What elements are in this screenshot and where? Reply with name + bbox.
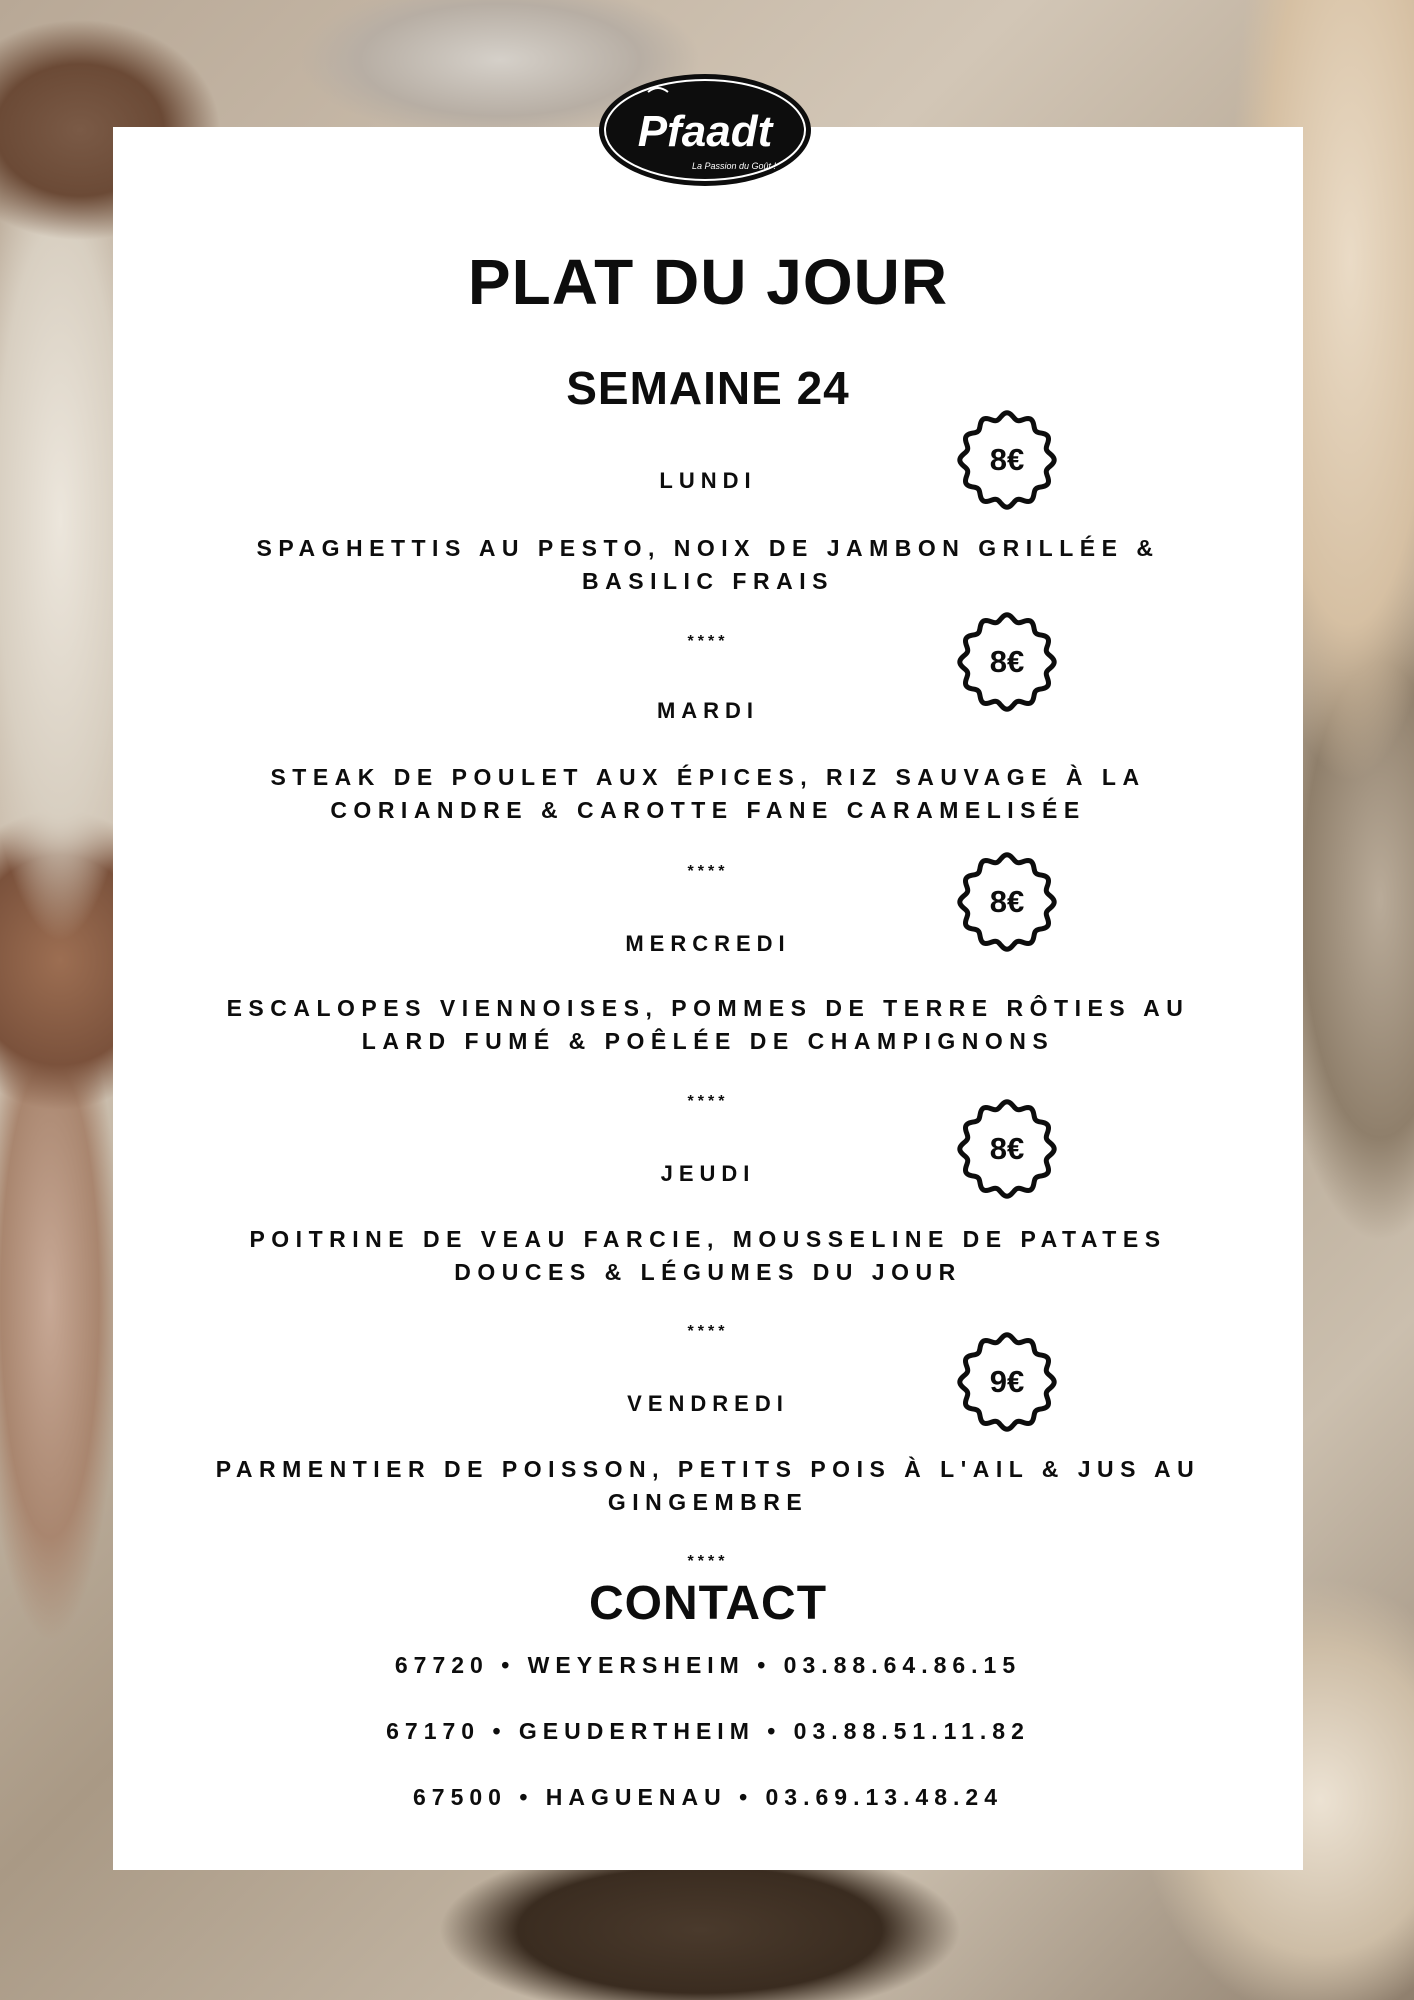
day-label-jeudi: JEUDI xyxy=(660,1161,756,1186)
day-label-mercredi: MERCREDI xyxy=(625,931,791,956)
svg-text:Pfaadt: Pfaadt xyxy=(637,107,773,156)
separator: **** xyxy=(687,863,729,880)
price-badge-jeudi xyxy=(955,1097,1059,1201)
price-badge-lundi xyxy=(955,408,1059,512)
price-badge-mardi xyxy=(955,610,1059,714)
dish-jeudi: POITRINE DE VEAU FARCIE, MOUSSELINE DE PATATES DOUCES & LÉGUMES DU JOUR xyxy=(249,1226,1167,1285)
dish-mardi: STEAK DE POULET AUX ÉPICES, RIZ SAUVAGE À LA CORIANDRE & CAROTTE FANE CARAMELISÉE xyxy=(270,764,1146,823)
dish-lundi: SPAGHETTIS AU PESTO, NOIX DE JAMBON GRILLÉE & BASILIC FRAIS xyxy=(256,535,1160,594)
separator: **** xyxy=(687,1323,729,1340)
contact-weyersheim: 67720 • WEYERSHEIM • 03.88.64.86.15 xyxy=(394,1652,1022,1678)
price-badge-mercredi xyxy=(955,850,1059,954)
dish-mercredi: ESCALOPES VIENNOISES, POMMES DE TERRE RÔTIES AU LARD FUMÉ & POÊLÉE DE CHAMPIGNONS xyxy=(226,995,1190,1054)
svg-text:La Passion du Goût !: La Passion du Goût ! xyxy=(691,161,777,171)
dish-vendredi: PARMENTIER DE POISSON, PETITS POIS À L'AIL & JUS AU GINGEMBRE xyxy=(215,1456,1201,1515)
week-label: SEMAINE 24 xyxy=(566,362,850,414)
contact-haguenau: 67500 • HAGUENAU • 03.69.13.48.24 xyxy=(413,1784,1003,1810)
price-vendredi: 9€ xyxy=(989,1364,1025,1399)
pfaadt-logo xyxy=(596,72,814,188)
price-mardi: 8€ xyxy=(989,644,1025,679)
price-jeudi: 8€ xyxy=(989,1131,1025,1166)
day-label-mardi: MARDI xyxy=(656,698,760,723)
separator: **** xyxy=(687,1553,729,1570)
page-title: PLAT DU JOUR xyxy=(467,246,949,318)
separator: **** xyxy=(687,633,729,650)
separator: **** xyxy=(687,1093,729,1110)
price-badge-vendredi xyxy=(955,1330,1059,1434)
price-mercredi: 8€ xyxy=(989,884,1025,919)
contact-title: CONTACT xyxy=(588,1577,828,1630)
day-label-vendredi: VENDREDI xyxy=(627,1391,789,1416)
day-label-lundi: LUNDI xyxy=(659,468,757,493)
contact-geudertheim: 67170 • GEUDERTHEIM • 03.88.51.11.82 xyxy=(386,1718,1030,1744)
price-lundi: 8€ xyxy=(989,442,1025,477)
